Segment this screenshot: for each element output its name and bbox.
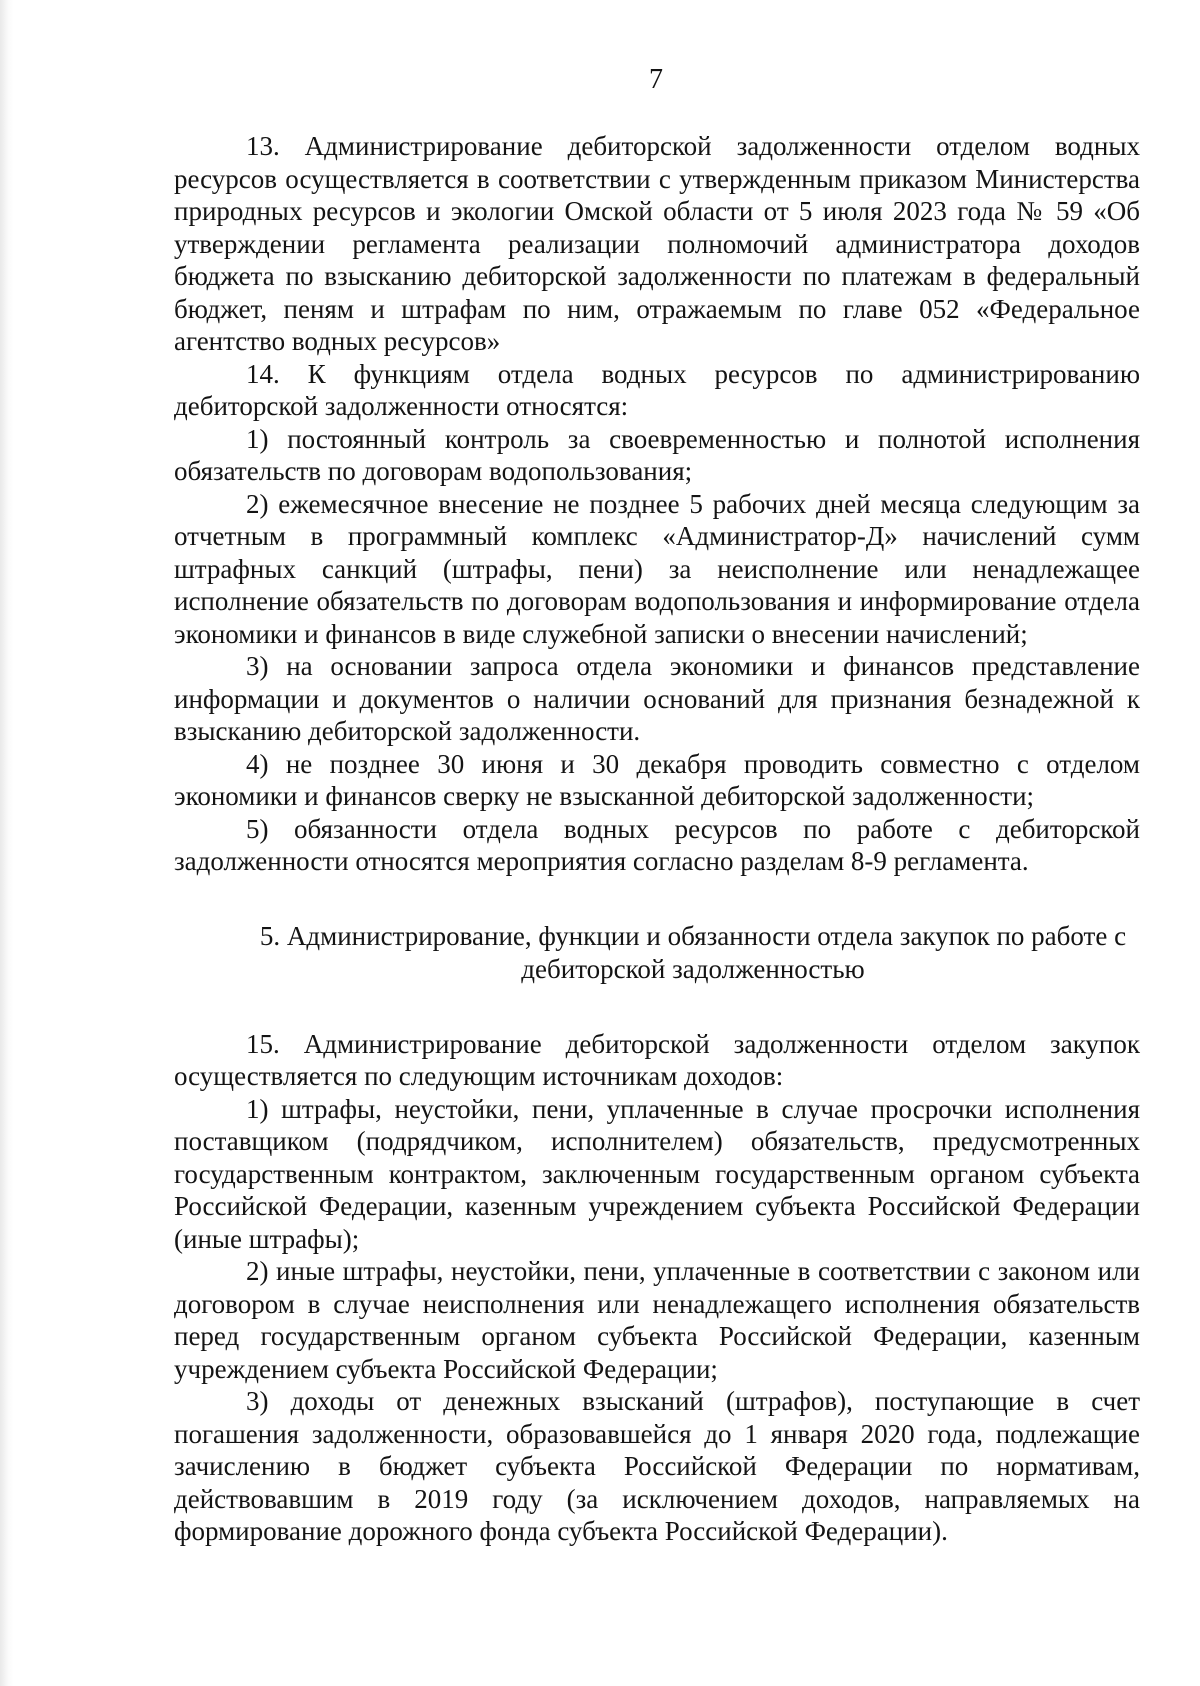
list-item: 2) ежемесячное внесение не позднее 5 рабочих дней месяца следующим за отчетным в программный комплекс «Администратор-Д» начислений сумм штрафных санкций (штрафы, пени) за неисполнение или ненадлежащее исполнение обязательств по договорам водопользования и информирование отдела экономики и финансов в виде служебной записки о внесении начислений; [174,488,1140,649]
list-item: 2) иные штрафы, неустойки, пени, уплаченные в соответствии с законом или договором в случае неисполнения или ненадлежащего исполнения обязательств перед государственным органом субъекта Российской Федерации, казенным учреждением субъекта Российской Федерации; [174,1256,1140,1384]
list-item: 4) не позднее 30 июня и 30 декабря проводить совместно с отделом экономики и финансов сверку не взысканной дебиторской задолженности; [174,748,1140,811]
list-item: 3) на основании запроса отдела экономики и финансов представление информации и документов о наличии оснований для признания безнадежной к взысканию дебиторской задолженности. [174,651,1140,746]
list-item: 1) постоянный контроль за своевременностью и полнотой исполнения обязательств по договорам водопользования; [174,423,1140,486]
page-number: 7 [649,64,663,95]
paragraph-13: 13. Администрирование дебиторской задолженности отделом водных ресурсов осуществляется в соответствии с утвержденным приказом Министерства природных ресурсов и экологии Омской области от 5 июля 2023 года № 59 «Об утверждении регламента реализации полномочий администратора доходов бюджета по взысканию дебиторской задолженности по платежам в федеральный бюджет, пеням и штрафам по ним, отражаемым по главе 052 «Федеральное агентство водных ресурсов» [174,131,1140,356]
list-item: 5) обязанности отдела водных ресурсов по работе с дебиторской задолженности относятся мероприятия согласно разделам 8-9 регламента. [174,813,1140,876]
paragraph-14: 14. К функциям отдела водных ресурсов по администрированию дебиторской задолженности относятся: [174,358,1140,421]
section-heading: 5. Администрирование, функции и обязанности отдела закупок по работе с дебиторской задолженностью [259,920,1127,984]
paragraph-15: 15. Администрирование дебиторской задолженности отделом закупок осуществляется по следующим источникам доходов: [174,1028,1140,1091]
scan-edge-shadow [0,0,14,1686]
list-item: 3) доходы от денежных взысканий (штрафов), поступающие в счет погашения задолженности, образовавшейся до 1 января 2020 года, подлежащие зачислению в бюджет субъекта Российской Федерации по нормативам, действовавшим в 2019 году (за исключением доходов, направляемых на формирование дорожного фонда субъекта Российской Федерации). [174,1386,1140,1546]
document-body [174,130,1140,1548]
list-item: 1) штрафы, неустойки, пени, уплаченные в случае просрочки исполнения поставщиком (подрядчиком, исполнителем) обязательств, предусмотренных государственным контрактом, заключенным государственным органом субъекта Российской Федерации, казенным учреждением субъекта Российской Федерации (иные штрафы); [174,1093,1140,1254]
